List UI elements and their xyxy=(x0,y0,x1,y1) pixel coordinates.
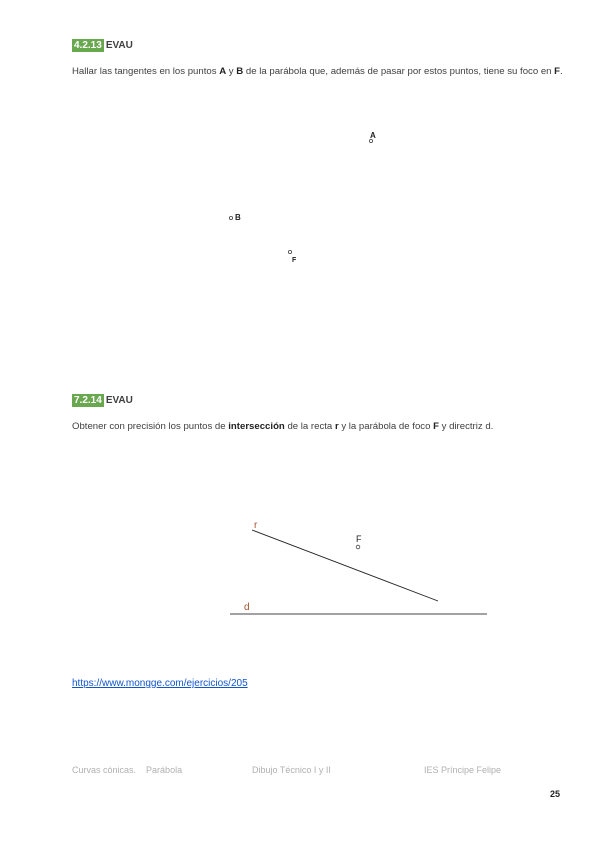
footer-subject xyxy=(72,765,182,775)
statement-text: y directriz d. xyxy=(438,421,494,432)
focus-marker xyxy=(356,545,360,549)
line-r xyxy=(252,530,438,601)
figure-2 xyxy=(230,520,487,614)
statement-text: y la parábola de foco xyxy=(338,421,434,432)
exercise-link[interactable]: https://www.mongge.com/ejercicios/205 xyxy=(72,678,248,689)
directrix-label: d xyxy=(244,602,250,613)
focus-ref: F xyxy=(554,66,561,77)
statement-text: de la parábola que, además de pasar por estos puntos, tiene su foco en xyxy=(243,66,555,77)
statement-text: de la recta xyxy=(284,421,335,432)
point-a-label: A xyxy=(370,131,376,140)
point-b-label: B xyxy=(235,213,241,222)
figure-1 xyxy=(229,131,376,264)
intersection-term: intersección xyxy=(228,421,285,432)
focus-label: F xyxy=(292,257,297,264)
exercise-tag: EVAU xyxy=(105,395,133,406)
exercise-tag: EVAU xyxy=(105,40,133,51)
exercise-number-badge: 7.2.14 xyxy=(74,395,102,406)
footer-subtopic: Parábola xyxy=(146,765,183,775)
statement-text: Hallar las tangentes en los puntos xyxy=(72,66,220,77)
focus-ref: F xyxy=(433,421,439,432)
point-b-marker xyxy=(229,216,232,219)
exercise-statement-2 xyxy=(72,419,572,435)
statement-text: Obtener con precisión los puntos de xyxy=(72,421,229,432)
footer-topic: Curvas cónicas. xyxy=(72,765,137,775)
point-a-ref: A xyxy=(219,66,227,77)
line-r-label: r xyxy=(254,520,258,531)
statement-text: . xyxy=(560,66,563,77)
point-b-ref: B xyxy=(236,66,244,77)
statement-text: y xyxy=(226,66,237,77)
exercise-number-badge: 4.2.13 xyxy=(74,40,102,51)
footer-school: IES Príncipe Felipe xyxy=(424,765,502,775)
exercise-heading-2 xyxy=(72,395,133,406)
line-r-ref: r xyxy=(334,421,339,432)
focus-marker xyxy=(288,250,291,253)
focus-label: F xyxy=(356,534,362,544)
page-number: 25 xyxy=(550,789,561,799)
footer-course: Dibujo Técnico I y II xyxy=(252,765,331,775)
